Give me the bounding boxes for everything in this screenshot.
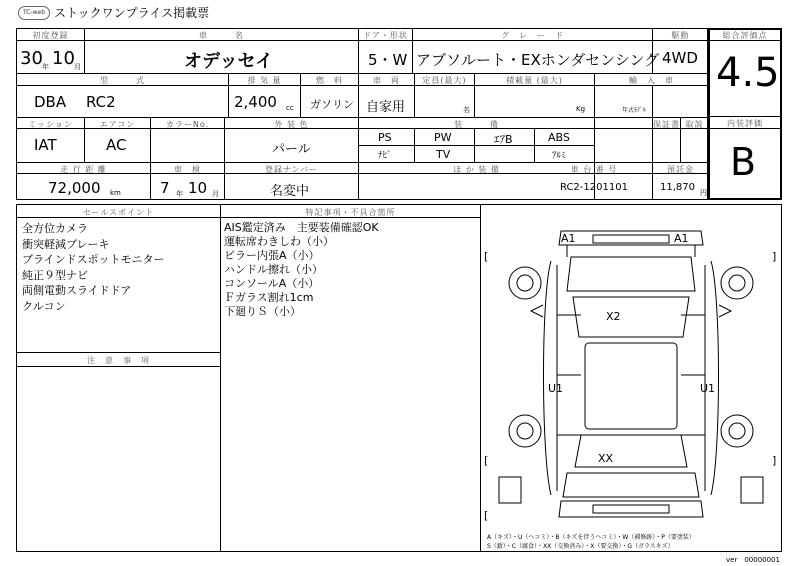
sales-point: 純正９型ナビ: [22, 268, 88, 282]
load-header: 積載量 (最大): [506, 76, 563, 85]
color-header: 外 装 色: [274, 120, 309, 129]
damage-mark-xx: XX: [598, 452, 614, 465]
reg-month: 10: [52, 48, 75, 69]
plate-header: 登録ナンバー: [264, 165, 319, 174]
reg-year: 30: [20, 48, 43, 69]
mileage-unit: km: [110, 189, 121, 197]
capacity-header: 定員(最大): [422, 76, 467, 85]
version: ver 00000001: [726, 556, 780, 564]
interior-score-header: 内装評価: [727, 119, 763, 128]
import-model-year: 年式ﾓﾃﾞﾙ: [622, 107, 647, 114]
notes-header: 注 意 事 項: [87, 356, 150, 365]
inspection-header: 車 検: [174, 165, 201, 174]
equip-pw: PW: [434, 131, 452, 144]
grade: アブソルート・EXホンダセンシング: [416, 51, 660, 69]
displacement-unit: cc: [286, 104, 294, 112]
special-notes-header: 特記事項・不具合箇所: [305, 208, 396, 217]
equip-navi: ﾅﾋﾞ: [378, 151, 392, 161]
sales-points-header: セールスポイント: [82, 208, 155, 217]
reg-year-unit: 年: [42, 63, 49, 71]
bracket-open: [: [484, 250, 489, 263]
mission: IAT: [34, 136, 57, 154]
chassis-number: RC2-1201101: [560, 182, 628, 193]
plate-status: 名変中: [270, 184, 310, 199]
car-diagram: [481, 205, 781, 551]
fuel-header: 燃 料: [316, 76, 343, 85]
car-name: オデッセイ: [184, 51, 274, 72]
inspection-year: 7: [160, 179, 170, 197]
sales-point: 全方位カメラ: [22, 222, 88, 235]
fuel: ガソリン: [310, 98, 354, 111]
door-header: ドア・形状: [363, 31, 408, 40]
special-note: コンソールA（小）: [224, 277, 320, 290]
chassis-header: 車 台 番 号: [570, 165, 618, 174]
drive: 4WD: [662, 49, 698, 67]
displacement: 2,400: [234, 93, 277, 111]
overall-score-header: 総合評価点: [722, 31, 768, 40]
sales-points-list: [22, 221, 165, 314]
bracket-open: [: [484, 509, 489, 522]
special-notes-list: [224, 221, 379, 319]
legend-line-2: S（錆）・C（腐食）・XX（交換済み）・X（要交換）・G（ガラスキズ）: [487, 543, 674, 550]
special-note: Ｆガラス割れ1cm: [224, 291, 314, 304]
door-type: 5・W: [368, 51, 408, 69]
interior-score: B: [730, 140, 757, 184]
other-equip-header: ほ か 装 備: [453, 165, 500, 174]
inspection-month: 10: [188, 179, 208, 197]
equip-abs: ABS: [548, 131, 570, 144]
aircon-header: エアコン: [99, 120, 136, 129]
price-header: 預託金: [667, 165, 694, 174]
mileage-header: 走 行 距 離: [60, 165, 107, 174]
bracket-close: ]: [772, 454, 777, 467]
color-no-header: カラーNo.: [165, 120, 210, 129]
capacity-unit: 名: [463, 106, 470, 114]
reg-month-unit: 月: [74, 63, 81, 71]
exterior-color: パール: [272, 142, 311, 157]
usage-header: 車 両: [373, 76, 400, 85]
damage-mark-x2: X2: [606, 310, 621, 323]
damage-mark-u1-left: U1: [548, 382, 564, 395]
equip-alloy: ｱﾙﾐ: [552, 151, 566, 161]
aircon: AC: [106, 136, 127, 154]
special-note: ハンドル擦れ（小）: [224, 263, 323, 276]
special-note: 運転席わきしわ（小）: [224, 235, 334, 248]
equip-airbag: ｴｱB: [494, 133, 513, 146]
first-reg-header: 初度登録: [32, 31, 69, 40]
sales-point: クルコン: [22, 299, 66, 313]
sales-point: ブラインドスポットモニター: [22, 253, 165, 266]
warranty-header: 保証書: [653, 120, 680, 129]
overall-score: 4.5: [716, 50, 780, 96]
inspection-month-unit: 月: [212, 190, 219, 198]
equip-tv: TV: [436, 148, 451, 161]
equip-ps: PS: [378, 131, 392, 144]
drive-header: 駆動: [671, 31, 690, 40]
car-name-header: 車 名: [199, 31, 244, 40]
special-note: ピラー内張A（小）: [224, 249, 320, 262]
sales-point: 両側電動スライドドア: [22, 284, 132, 297]
damage-mark-a1-right: A1: [674, 232, 689, 245]
damage-mark-a1-left: A1: [561, 232, 576, 245]
page-title: ストックワンプライス掲載票: [54, 6, 210, 20]
inspection-year-unit: 年: [176, 190, 183, 198]
damage-mark-u1-right: U1: [700, 382, 716, 395]
sales-point: 衝突軽減ブレーキ: [22, 237, 110, 251]
price: 11,870: [660, 182, 695, 193]
logo: TC-web: [18, 6, 50, 20]
usage: 自家用: [366, 100, 406, 115]
model-header: 型 式: [100, 76, 145, 85]
import-header: 輸 入 車: [629, 76, 674, 85]
special-note: 下廻りＳ（小）: [224, 305, 301, 318]
model-prefix: DBA: [34, 93, 67, 111]
legend-line-1: A（キズ）・U（ヘコミ）・B（キズを伴うヘコミ）・W（補修跡）・P（要塗装）: [487, 534, 695, 541]
grade-header: グ レ ー ド: [501, 31, 564, 40]
price-unit: 円: [700, 189, 707, 197]
special-note: AIS鑑定済み 主要装備確認OK: [224, 221, 379, 234]
mileage: 72,000: [48, 179, 101, 197]
manual-header: 取説: [685, 120, 704, 129]
equipment-header: 装 備: [454, 120, 499, 129]
displacement-header: 排 気 量: [247, 76, 282, 85]
bracket-close: ]: [772, 250, 777, 263]
model: RC2: [86, 93, 116, 111]
mission-header: ミッション: [28, 120, 73, 129]
bracket-open: [: [484, 454, 489, 467]
load-unit: Kg: [576, 105, 586, 113]
